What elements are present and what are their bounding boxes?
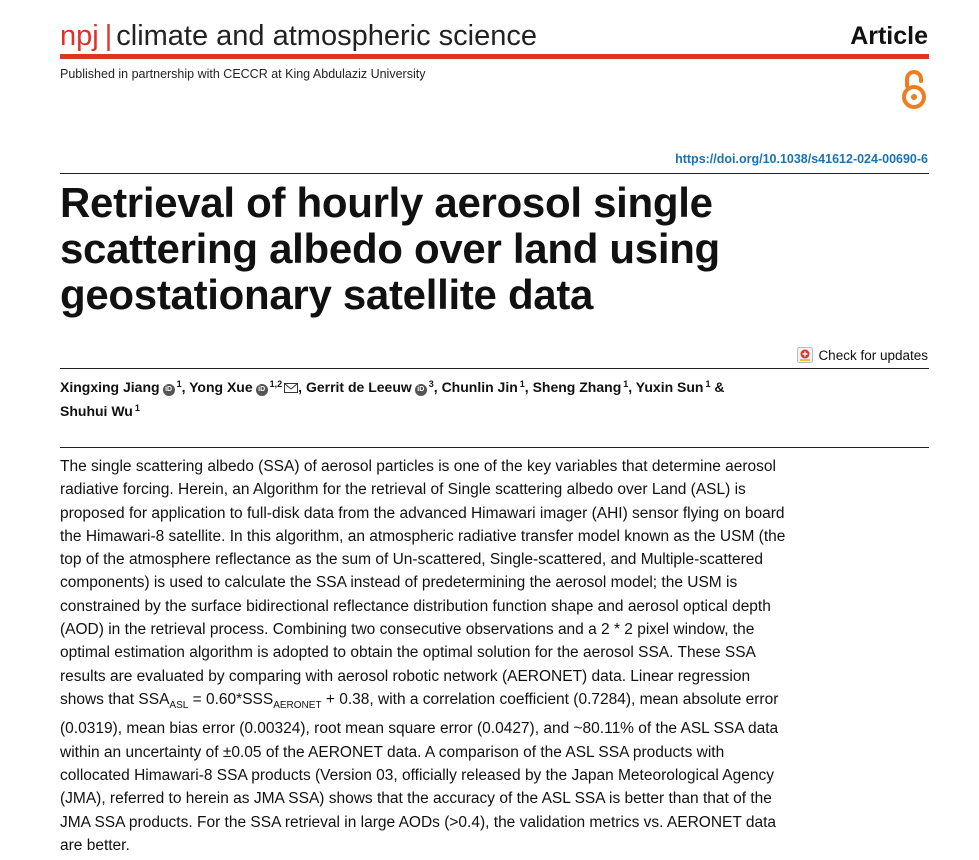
partnership-note: Published in partnership with CECCR at King Abdulaziz University	[60, 67, 426, 81]
author-list	[60, 374, 780, 422]
check-updates-label: Check for updates	[818, 347, 928, 363]
author-affiliation: 1,2	[269, 379, 283, 389]
doi-rule	[60, 173, 929, 174]
author-affiliation: 1	[176, 379, 182, 389]
article-title: Retrieval of hourly aerosol single scattering albedo over land using geostationary satellite data	[60, 179, 720, 318]
author-affiliation: 1	[705, 379, 711, 389]
author-separator: ,	[524, 379, 529, 395]
author-name[interactable]: Shuhui Wu	[60, 403, 133, 419]
email-icon[interactable]	[284, 383, 298, 393]
author-affiliation: 1	[519, 379, 525, 389]
author-name[interactable]: Xingxing Jiang	[60, 379, 160, 395]
abstract-subscript: AERONET	[273, 700, 322, 712]
author-affiliation: 1	[623, 379, 629, 389]
abstract-rule	[60, 447, 929, 448]
orcid-icon[interactable]: iD	[163, 384, 175, 396]
journal-name: climate and atmospheric science	[116, 20, 537, 52]
author-separator: ,	[181, 379, 186, 395]
author-separator: &	[714, 379, 725, 395]
open-access-icon	[898, 68, 930, 110]
check-for-updates-button[interactable]	[797, 347, 928, 363]
author-separator: ,	[628, 379, 633, 395]
author-name[interactable]: Sheng Zhang	[532, 379, 622, 395]
journal-separator: |	[104, 20, 113, 52]
abstract-text: + 0.38, with a correlation coefficient (0.7284), mean absolute error (0.0319), mean bias error (0.00324), root mean square error (0.0427), and ~80.11% of the ASL SSA data within an uncertainty of ±0.05 of the AERONET data. A comparison of the ASL SSA products with collocated Himawari-8 SSA products (Version 03, officially released by the Japan Meteorological Agency (JMA), referred to herein as JMA SSA) shows that the accuracy of the ASL SSA is better than that of the JMA SSA products. For the SSA retrieval in large AODs (>0.4), the validation metrics vs. AERONET data are better.	[60, 690, 779, 854]
author-affiliation: 1	[134, 403, 140, 413]
author-name[interactable]: Yuxin Sun	[635, 379, 704, 395]
author-name[interactable]: Yong Xue	[189, 379, 253, 395]
check-updates-icon	[797, 347, 813, 363]
journal-prefix: npj	[60, 20, 99, 52]
author-affiliation: 3	[428, 379, 434, 389]
author-name[interactable]: Gerrit de Leeuw	[305, 379, 412, 395]
orcid-icon[interactable]: iD	[256, 384, 268, 396]
author-separator: ,	[433, 379, 438, 395]
orcid-icon[interactable]: iD	[415, 384, 427, 396]
abstract	[60, 455, 790, 857]
header-divider	[60, 54, 929, 59]
journal-title	[60, 18, 537, 54]
doi-link[interactable]: https://doi.org/10.1038/s41612-024-00690-6	[675, 152, 928, 166]
updates-rule	[60, 368, 929, 369]
author-separator: ,	[298, 379, 303, 395]
article-type-label: Article	[850, 22, 928, 50]
author-name[interactable]: Chunlin Jin	[441, 379, 518, 395]
abstract-subscript: ASL	[169, 700, 189, 712]
abstract-text: The single scattering albedo (SSA) of aerosol particles is one of the key variables that determine aerosol radiative forcing. Herein, an Algorithm for the retrieval of Single scattering albedo over Land (ASL) is proposed for application to full-disk data from the advanced Himawari imager (AHI) sensor flying on board the Himawari-8 satellite. In this algorithm, an atmospheric radiative transfer model known as the USM (the top of the atmosphere reflectance as the sum of Un-scattered, Single-scattered, and Multiple-scattered components) is used to calculate the SSA instead of predetermining the aerosol model; the USM is constrained by the surface bidirectional reflectance distribution function shape and aerosol optical depth (AOD) in the retrieval process. Combining two consecutive observations and a 2 * 2 pixel window, the optimal estimation algorithm is adopted to obtain the optimal solution for the aerosol SSA. These SSA results are evaluated by comparing with aerosol robotic network (AERONET) data. Linear regression shows that SSA	[60, 458, 786, 708]
abstract-text: = 0.60*SSS	[188, 690, 274, 708]
